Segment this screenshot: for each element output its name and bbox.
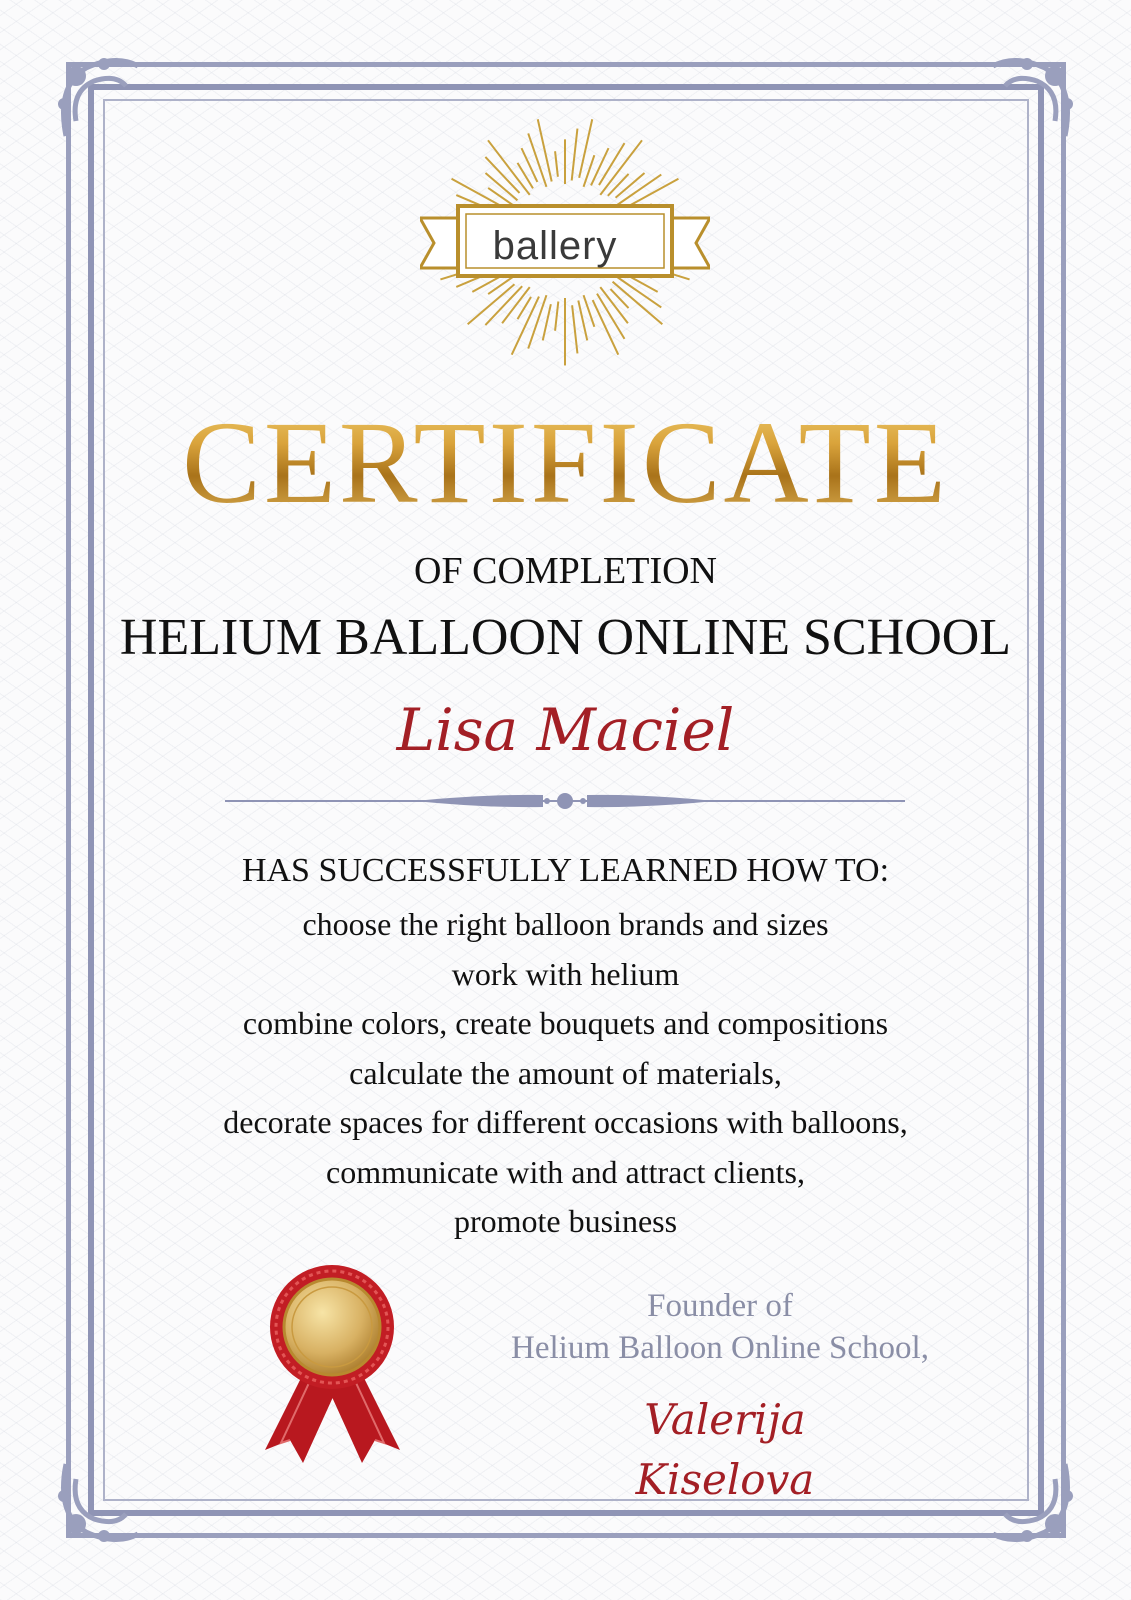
list-item: choose the right balloon brands and sizes bbox=[302, 906, 829, 942]
founder-signature: Valerija Kiselova bbox=[635, 1395, 815, 1504]
corner-ornament-icon bbox=[46, 1444, 156, 1554]
certificate-title: CERTIFICATE bbox=[0, 398, 1131, 528]
ornamental-divider bbox=[225, 784, 905, 818]
school-name: HELIUM BALLOON ONLINE SCHOOL bbox=[119, 609, 1012, 666]
recipient-name: Lisa Maciel bbox=[396, 696, 735, 764]
gold-seal-icon bbox=[255, 1265, 410, 1465]
founder-block bbox=[450, 1285, 990, 1369]
certificate-subtitle: OF COMPLETION bbox=[414, 550, 717, 592]
list-item: decorate spaces for different occasions with balloons, bbox=[223, 1104, 908, 1140]
list-item: communicate with and attract clients, bbox=[326, 1153, 805, 1190]
logo-text: ballery bbox=[492, 224, 618, 268]
list-item: combine colors, create bouquets and compositions bbox=[242, 1005, 889, 1041]
corner-ornament-icon bbox=[975, 1444, 1085, 1554]
corner-ornament-icon bbox=[46, 46, 156, 156]
founder-line-1: Founder of bbox=[647, 1288, 793, 1324]
list-item: work with helium bbox=[451, 955, 680, 992]
list-item: calculate the amount of materials, bbox=[349, 1054, 782, 1091]
list-item: promote business bbox=[453, 1203, 678, 1239]
skills-list bbox=[0, 900, 1131, 1247]
learned-heading: HAS SUCCESSFULLY LEARNED HOW TO: bbox=[241, 852, 890, 889]
corner-ornament-icon bbox=[975, 46, 1085, 156]
founder-line-2: Helium Balloon Online School, bbox=[511, 1330, 929, 1366]
